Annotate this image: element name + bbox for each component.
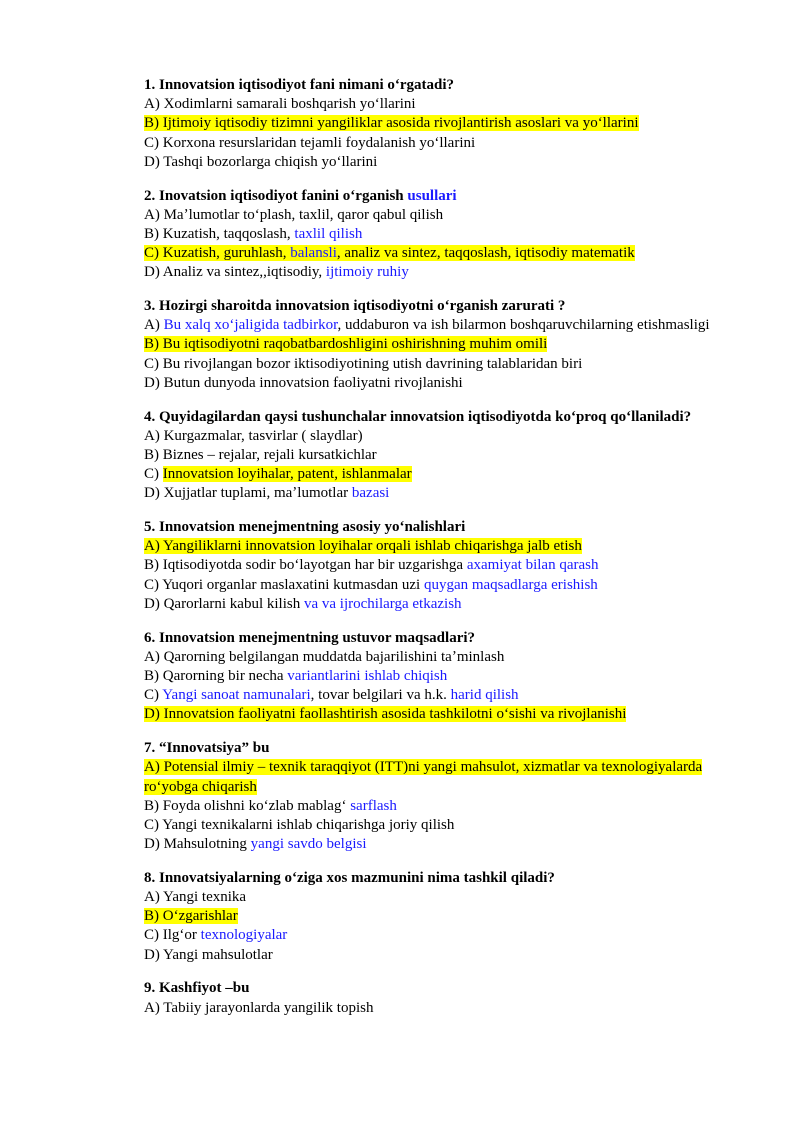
- option-text-segment: axamiyat bilan qarash: [466, 557, 599, 574]
- option-text-segment: D) Mahsulotning: [144, 836, 251, 853]
- answer-option: [144, 537, 754, 556]
- option-text-segment: ijtimoiy ruhiy: [325, 264, 409, 281]
- answer-option: [144, 946, 754, 965]
- answer-option: [144, 374, 754, 393]
- question-title: 8. Innovatsiyalarning oʻziga xos mazmunini nima tashkil qiladi?: [144, 869, 555, 886]
- answer-option: [144, 999, 754, 1018]
- option-text-segment: texnologiyalar: [200, 927, 288, 944]
- option-text-segment: B) Ijtimoiy iqtisodiy tizimni yangiliklar asosida rivojlantirish asoslari va yoʻllarini: [144, 115, 639, 132]
- option-text-segment: A) Yangiliklarni innovatsion loyihalar orqali ishlab chiqarishga jalb etish: [144, 538, 582, 555]
- question-title: 5. Innovatsion menejmentning asosiy yoʻnalishlari: [144, 519, 466, 536]
- option-text-segment: taxlil qilish: [294, 225, 363, 242]
- option-text-segment: B) Biznes – rejalar, rejali kursatkichlar: [144, 446, 377, 463]
- option-text-segment: B) Qarorning bir necha: [144, 667, 288, 684]
- question-title: 7. “Innovatsiya” bu: [144, 740, 270, 757]
- answer-option: [144, 316, 754, 335]
- option-text-segment: variantlarini ishlab chiqish: [287, 667, 448, 684]
- question-1: [144, 76, 754, 172]
- option-text-segment: D) Yangi mahsulotlar: [144, 946, 273, 963]
- option-text-segment: C): [144, 687, 163, 704]
- option-text-segment: B) Oʻzgarishlar: [144, 908, 238, 925]
- answer-option: [144, 225, 754, 244]
- option-text-segment: A) Xodimlarni samarali boshqarish yoʻllarini: [144, 96, 416, 113]
- option-text-segment: sarflash: [350, 797, 397, 814]
- option-text-segment: C) Yuqori organlar maslaxatini kutmasdan uzi: [144, 576, 424, 593]
- question-2: [144, 187, 754, 283]
- option-text-segment: C) Kuzatish, guruhlash,: [144, 245, 291, 262]
- question-6: [144, 629, 754, 725]
- option-text-segment: balansli: [290, 245, 337, 262]
- option-text-segment: B) Bu iqtisodiyotni raqobatbardoshligini oshirishning muhim omili: [144, 336, 548, 353]
- question-4: [144, 408, 754, 504]
- question-title: [144, 187, 754, 206]
- option-text-segment: A) Maʼlumotlar toʻplash, taxlil, qaror qabul qilish: [144, 206, 444, 223]
- option-text-segment: C) Bu rivojlangan bozor iktisodiyotining utish davrining talablaridan biri: [144, 355, 583, 372]
- option-text-segment: B) Kuzatish, taqqoslash,: [144, 225, 295, 242]
- answer-option: [144, 797, 754, 816]
- option-text-segment: C) Ilgʻor: [144, 927, 201, 944]
- option-text-segment: C): [144, 466, 163, 483]
- option-text-segment: iqtisodiy matematik: [515, 245, 635, 262]
- answer-option: [144, 153, 754, 172]
- option-text-segment: bazasi: [351, 485, 390, 502]
- answer-option: [144, 705, 754, 724]
- question-title: 4. Quyidagilardan qaysi tushunchalar innovatsion iqtisodiyotda koʻproq qoʻllaniladi?: [144, 408, 692, 425]
- answer-option: [144, 427, 754, 446]
- option-text-segment: D) Innovatsion faoliyatni faollashtirish asosida tashkilotni oʻsishi va rivojlanishi: [144, 706, 627, 723]
- option-text-segment: D) Butun dunyoda innovatsion faoliyatni rivojlanishi: [144, 374, 463, 391]
- answer-option: [144, 355, 754, 374]
- option-text-segment: A) Tabiiy jarayonlarda yangilik topish: [144, 999, 374, 1016]
- question-9: [144, 979, 754, 1017]
- answer-option: [144, 95, 754, 114]
- option-text-segment: A) Yangi texnika: [144, 889, 247, 906]
- answer-option: [144, 648, 754, 667]
- option-text-segment: , uddaburon va ish bilarmon boshqaruvchilarning etishmasligi: [337, 317, 710, 334]
- answer-option: [144, 595, 754, 614]
- answer-option: [144, 816, 754, 835]
- answer-option: [144, 244, 754, 263]
- answer-option: [144, 114, 754, 133]
- answer-option: [144, 667, 754, 686]
- option-text-segment: D) Qarorlarni kabul kilish: [144, 595, 304, 612]
- question-title: 3. Hozirgi sharoitda innovatsion iqtisodiyotni oʻrganish zarurati ?: [144, 298, 566, 315]
- option-text-segment: A) Potensial ilmiy – texnik taraqqiyot (ITT)ni yangi mahsulot, xizmatlar va texnologiyalarda roʻyobga chiqarish: [144, 759, 703, 795]
- answer-option: [144, 335, 754, 354]
- option-text-segment: B) Iqtisodiyotda sodir boʻlayotgan har bir uzgarishga: [144, 557, 467, 574]
- option-text-segment: A) Qarorning belgilangan muddatda bajarilishini taʼminlash: [144, 648, 505, 665]
- answer-option: [144, 907, 754, 926]
- option-text-segment: B) Foyda olishni koʻzlab mablagʻ: [144, 797, 351, 814]
- answer-option: [144, 835, 754, 854]
- question-list: [144, 76, 754, 1032]
- answer-option: [144, 758, 754, 796]
- question-title: 6. Innovatsion menejmentning ustuvor maqsadlari?: [144, 629, 476, 646]
- answer-option: [144, 263, 754, 282]
- answer-option: [144, 465, 754, 484]
- question-title: 1. Innovatsion iqtisodiyot fani nimani oʻrgatadi?: [144, 77, 455, 93]
- question-5: [144, 518, 754, 614]
- question-8: [144, 869, 754, 965]
- answer-option: [144, 888, 754, 907]
- answer-option: [144, 686, 754, 705]
- answer-option: [144, 484, 754, 503]
- option-text-segment: harid qilish: [450, 687, 519, 704]
- option-text-segment: C) Korxona resurslaridan tejamli foydalanish yoʻllarini: [144, 134, 476, 151]
- question-title: 9. Kashfiyot –bu: [144, 980, 250, 997]
- option-text-segment: , tovar belgilari va h.k.: [310, 687, 451, 704]
- title-segment: usullari: [407, 187, 457, 204]
- answer-option: [144, 556, 754, 575]
- option-text-segment: , analiz va sintez, taqqoslash,: [336, 245, 516, 262]
- option-text-segment: D) Tashqi bozorlarga chiqish yoʻllarini: [144, 153, 378, 170]
- question-7: [144, 739, 754, 854]
- option-text-segment: quygan maqsadlarga erishish: [423, 576, 598, 593]
- option-text-segment: A): [144, 317, 164, 334]
- option-text-segment: va va ijrochilarga etkazish: [303, 595, 462, 612]
- option-text-segment: yangi savdo belgisi: [250, 836, 367, 853]
- option-text-segment: D) Analiz va sintez,,iqtisodiy,: [144, 264, 326, 281]
- option-text-segment: D) Xujjatlar tuplami, maʼlumotlar: [144, 485, 352, 502]
- option-text-segment: Innovatsion loyihalar, patent, ishlanmalar: [162, 466, 412, 483]
- option-text-segment: Bu xalq xoʻjaligida tadbirkor: [163, 317, 338, 334]
- option-text-segment: C) Yangi texnikalarni ishlab chiqarishga joriy qilish: [144, 816, 455, 833]
- option-text-segment: Yangi sanoat namunalari: [162, 687, 311, 704]
- answer-option: [144, 926, 754, 945]
- answer-option: [144, 576, 754, 595]
- answer-option: [144, 446, 754, 465]
- answer-option: [144, 206, 754, 225]
- question-3: [144, 297, 754, 393]
- answer-option: [144, 134, 754, 153]
- option-text-segment: A) Kurgazmalar, tasvirlar ( slaydlar): [144, 427, 363, 444]
- title-segment: 2. Inovatsion iqtisodiyot fanini oʻrganish: [144, 187, 408, 204]
